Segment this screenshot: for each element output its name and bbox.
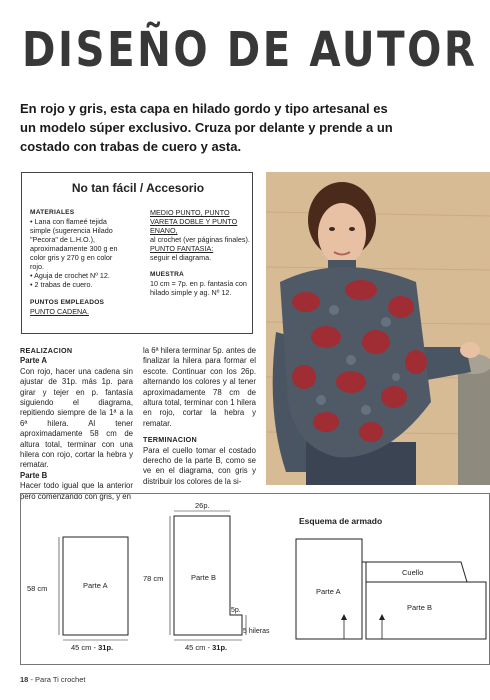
parte-a-label: Parte A (83, 581, 108, 590)
parte-b-width: 45 cm - 31p. (185, 643, 228, 652)
page-title: DISEÑO DE AUTOR (22, 22, 478, 78)
esquema-title: Esquema de armado (299, 516, 383, 526)
puntos-heading: PUNTOS EMPLEADOS (30, 299, 105, 306)
esquema-cuello-label: Cuello (402, 568, 424, 577)
material-item: • Aguja de crochet Nº 12. (30, 271, 110, 280)
schematic-diagram (21, 494, 490, 666)
punto-medio: MEDIO PUNTO, PUNTO VARETA DOBLE Y PUNTO ENANO, (150, 208, 238, 235)
parte-b-height: 78 cm (143, 574, 164, 583)
parte-b-label: Parte B (191, 573, 217, 582)
materiales-heading: MATERIALES (30, 209, 75, 216)
muestra-heading: MUESTRA (150, 271, 185, 278)
parte-a-heading: Parte A (20, 356, 48, 366)
box-left-column (30, 208, 128, 316)
parte-b-text: Hacer todo igual que la anterior pero comenzando con gris, y en (20, 481, 133, 501)
material-item: • Lana con flameé tejida simple (sugerencia Hilado "Pecora" de L.H.O.), aproximadamente 300 g en color gris y 270 g en color rojo. (30, 217, 118, 271)
esquema-parte-b-label: Parte B (407, 603, 433, 612)
punto-fantasia-note: seguir el diagrama. (150, 253, 212, 262)
terminacion-text: Para el cuello tomar el costado derecho de la parte B, como se ve en el diagrama, con gris y distribuir los colores de la si- (143, 445, 256, 486)
muestra-text: 10 cm = 7p. en p. fantasía con hilado simple y ag. Nº 12. (150, 279, 247, 297)
page-number: 18 (20, 675, 29, 684)
schematic-panel (20, 493, 490, 665)
punto-medio-note: al crochet (ver páginas finales). (150, 235, 250, 244)
info-box (21, 172, 253, 334)
parte-b-top: 26p. (195, 501, 210, 510)
parte-b-heading: Parte B (20, 470, 48, 480)
instructions-column-1 (20, 346, 133, 502)
model-photo (266, 172, 490, 485)
punto-cadena: PUNTO CADENA. (30, 307, 89, 316)
difficulty-heading: No tan fácil / Accesorio (71, 181, 205, 195)
parte-a-text: Con rojo, hacer una cadena sin ajustar de 31p. más 1p. para girar y tejer en p. fantasía siguiendo el diagrama, repitiendo siempre de la 1ª a la 6ª hilera. Al tener aproximadamente 58 cm de altura total, terminar con una hilera con rojo, cortar la hebra y rematar. (20, 366, 133, 470)
box-right-column (150, 208, 250, 297)
instructions-column-2 (143, 346, 256, 487)
parte-b-rows: 5 hileras (243, 628, 270, 635)
punto-fantasia: PUNTO FANTASIA: (150, 244, 214, 253)
parte-a-height: 58 cm (27, 584, 48, 593)
realizacion-heading: REALIZACION (20, 346, 73, 355)
parte-b-notch: 5p. (231, 607, 241, 614)
esquema-parte-a-label: Parte A (316, 587, 341, 596)
parte-b-continued: la 6ª hilera terminar 5p. antes de finalizar la hilera para formar el escote. Continuar con los 26p. alternando los colores y al tener aproximadamente 78 cm de altura total, terminar con 1 hilera en rojo, cortar la hebra y rematar. (143, 346, 256, 428)
model-illustration (266, 172, 490, 485)
lead-paragraph: En rojo y gris, esta capa en hilado gordo y tipo artesanal es un modelo súper exclusivo. Cruza por delante y prende a un costado con trabas de cuero y asta. (20, 101, 393, 154)
page-footer: 18 - Para Ti crochet (20, 675, 86, 684)
material-item: • 2 trabas de cuero. (30, 280, 93, 289)
parte-a-width: 45 cm - 31p. (71, 643, 114, 652)
esquema-parte-b (362, 562, 486, 639)
terminacion-heading: TERMINACION (143, 435, 198, 445)
magazine-name: Para Ti crochet (35, 675, 86, 684)
